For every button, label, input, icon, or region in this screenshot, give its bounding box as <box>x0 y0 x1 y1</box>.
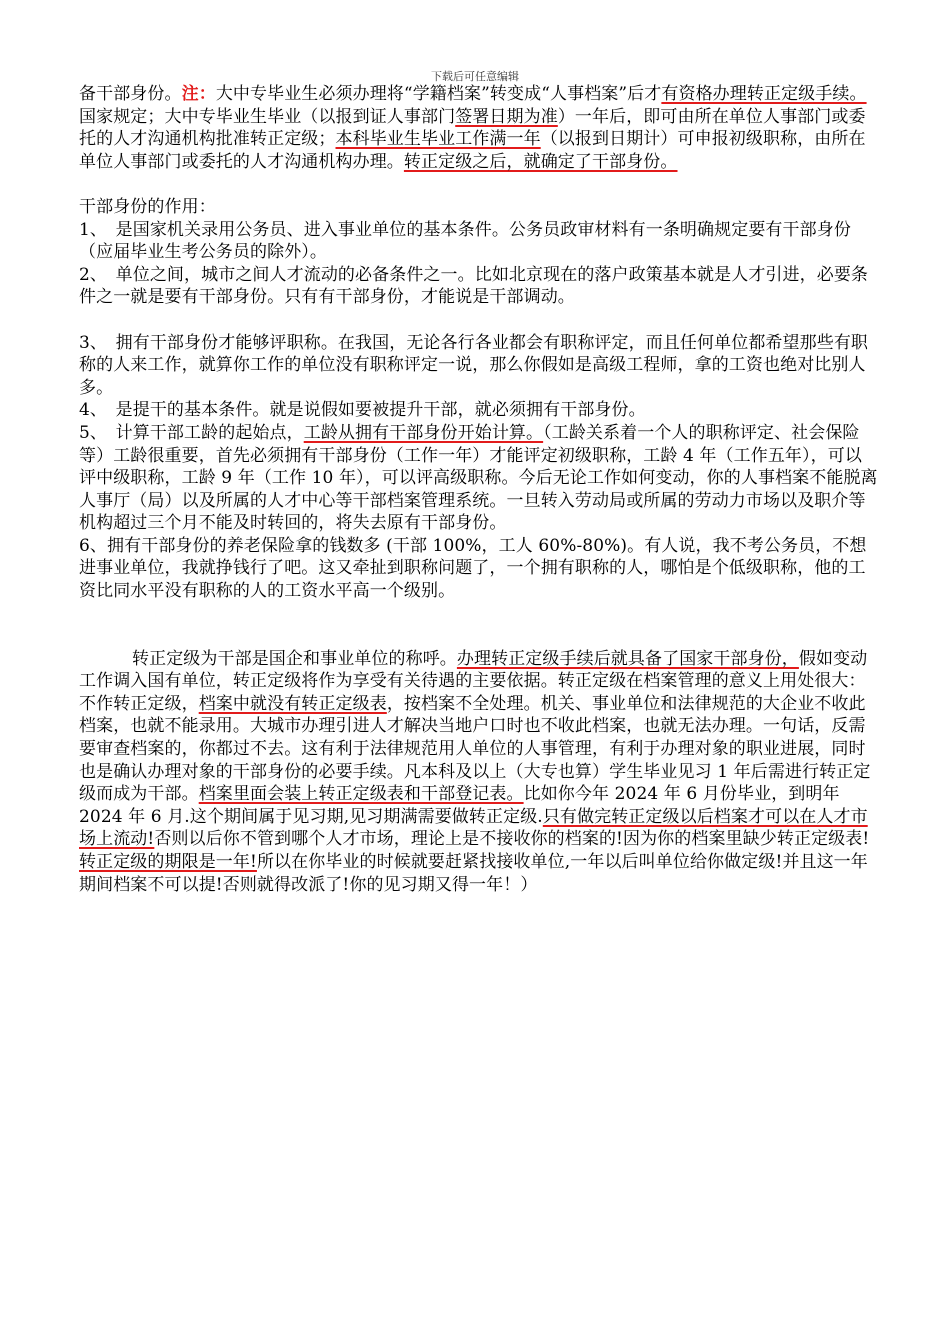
underlined-text: 签署日期为准 <box>455 106 558 127</box>
text-run: 比如你今年 2024 年 6 月份毕业，到明年 2024 年 6 月.这个期间属于见习期,见习期满需要做转正定级. <box>79 784 840 827</box>
spacer <box>79 173 879 196</box>
underlined-text: 只有做完转正定级以后档案才可以在人才市场上流动! <box>79 806 868 850</box>
text-run: ）一年后，即可由所在单位人事部门或委托的人才沟通机构批准转正定级； <box>79 106 866 150</box>
spacer <box>79 309 879 332</box>
text-run: 假如变动工作调入国有单位，转正定级将作为享受有关待遇的主要依据。转正定级在档案管理的意义上用处很大：不作转正定级， <box>79 648 868 714</box>
underlined-text: 有资格办理转正定级手续。 <box>661 84 867 104</box>
underlined-text: 档案中就没有转正定级表 <box>198 693 387 714</box>
page-header-note: 下载后可任意编辑 <box>431 70 519 83</box>
text-run: 所以在你毕业的时候就要赶紧找接收单位,一年以后叫单位给你做定级!并且这一年期间档案不可以提!否则就得改派了!你的见习期又得一年！） <box>79 852 868 895</box>
closing-paragraph <box>79 648 879 897</box>
underlined-text: 办理转正定级手续后就具备了国家干部身份， <box>456 648 799 669</box>
list-item: 4、 是提干的基本条件。就是说假如要被提升干部，就必须拥有干部身份。 <box>79 400 646 421</box>
text-run: 备干部身份。 <box>79 84 182 104</box>
note-label: 注： <box>181 84 216 104</box>
list-item: 2、 单位之间，城市之间人才流动的必备条件之一。比如北京现在的落户政策基本就是人才引进，必要条件之一就是要有干部身份。只有有干部身份，才能说是干部调动。 <box>79 264 869 308</box>
list-item: 3、 拥有干部身份才能够评职称。在我国，无论各行各业都会有职称评定，而且任何单位都希望那些有职称的人来工作，就算你工作的单位没有职称评定一说，那么你假如是高级工程师，拿的工资也绝对比别人多。 <box>79 332 869 398</box>
text-run: 国家规定；大中专毕业生毕业（以报到证人事部门 <box>79 106 456 127</box>
intro-paragraph <box>79 83 879 173</box>
spacer <box>79 603 879 648</box>
text-run: 转正定级为干部是国企和事业单位的称呼。 <box>132 648 457 669</box>
document-body <box>79 83 879 896</box>
underlined-text: 档案里面会装上转正定级表和干部登记表。 <box>198 784 524 805</box>
text-run: 5、 计算干部工龄的起始点， <box>79 422 304 443</box>
list-item <box>79 422 879 535</box>
underlined-text: 本科毕业生毕业工作满一年 <box>335 129 541 150</box>
text-run: （以报到日期计）可申报初级职称，由所在单位人事部门或委托的人才沟通机构办理。 <box>79 129 866 172</box>
underlined-text: 转正定级之后，就确定了干部身份。 <box>403 151 678 172</box>
text-run: 大中专毕业生必须办理将“学籍档案”转变成“人事档案”后才 <box>215 84 662 104</box>
list-item: 6、拥有干部身份的养老保险拿的钱数多 (干部 100%，工人 60%-80%)。有人说，我不考公务员，不想进事业单位，我就挣钱行了吧。这又牵扯到职称问题了，一个拥有职称的人，哪怕是个低级职称，他的工资比同水平没有职称的人的工资水平高一个级别。 <box>79 535 867 602</box>
list-item: 1、 是国家机关录用公务员、进入事业单位的基本条件。公务员政审材料有一条明确规定要有干部身份（应届毕业生考公务员的除外）。 <box>79 219 851 263</box>
list-title: 干部身份的作用： <box>79 196 216 217</box>
text-run: 否则以后你不管到哪个人才市场，理论上是不接收你的档案的!因为你的档案里缺少转正定级表! <box>154 829 870 850</box>
underlined-text: 转正定级的期限是一年! <box>79 852 257 872</box>
text-run: ，按档案不全处理。机关、事业单位和法律规范的大企业不收此档案，也就不能录用。大城市办理引进人才解决当地户口时也不收此档案，也就无法办理。一句话，反需要审查档案的，你都过不去。这有利于法律规范用人单位的人事管理，有利于办理对象的职业进展，同时也是确认办理对象的干部身份的必要手续。凡本科及以上（大专也算）学生毕业见习 1 年后需进行转正定级而成为干部。 <box>79 693 871 805</box>
underlined-text: 工龄从拥有干部身份开始计算。 <box>303 422 544 443</box>
text-run: （工龄关系着一个人的职称评定、社会保险等）工龄很重要，首先必须拥有干部身份（工作一年）才能评定初级职称，工龄 4 年（工作五年），可以评中级职称，工龄 9 年（工作 10 年），可以评高级职称。今后无论工作如何变动，你的人事档案不能脱离人事厅（局）以及所属的人才中心等干部档案管理系统。一旦转入劳动局或所属的劳动力市场以及职介等机构超过三个月不能及时转回的，将失去原有干部身份。 <box>79 422 878 534</box>
